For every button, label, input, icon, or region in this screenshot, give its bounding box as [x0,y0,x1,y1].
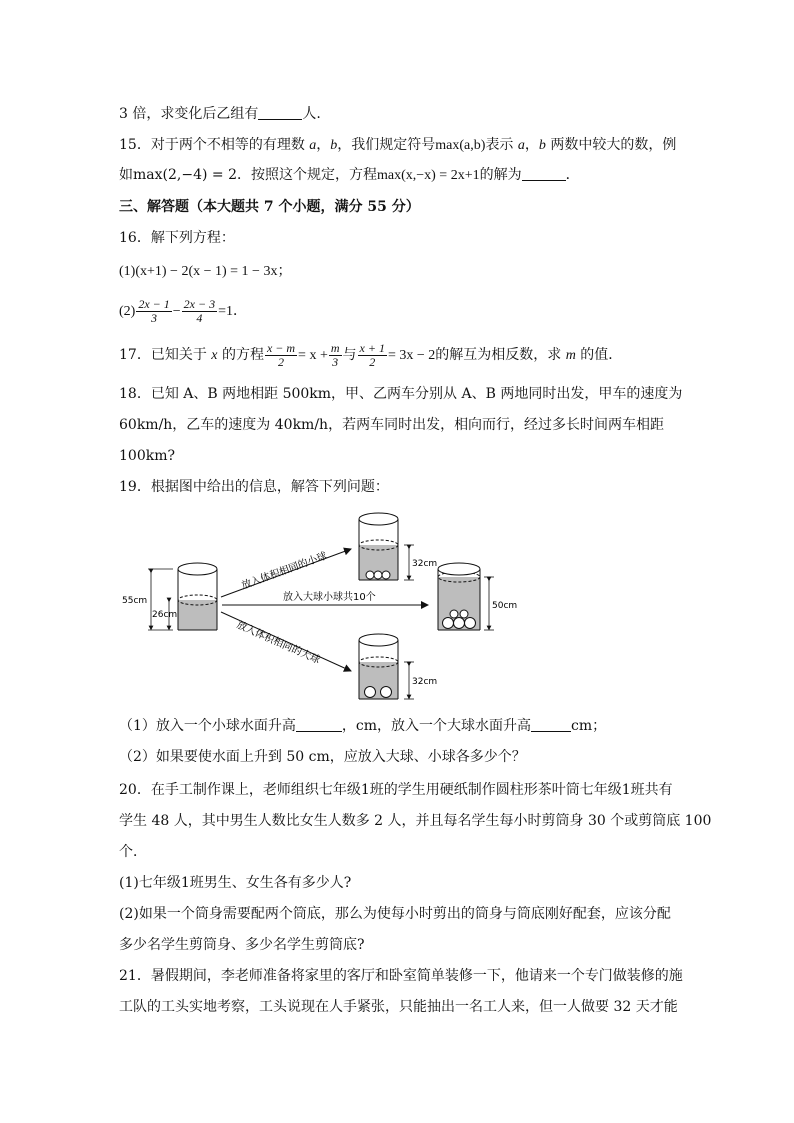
q20-line1: 20．在手工制作课上，老师组织七年级1班的学生用硬纸制作圆柱形茶叶筒七年级1班共有 [119,782,673,798]
arrow-label-ten: 放入大球小球共10个 [283,592,376,603]
q19-stem: 19．根据图中给出的信息，解答下列问题： [119,479,389,495]
fraction: $\frac{m}{3}$ [330,340,340,369]
answer-blank[interactable] [258,105,302,120]
q14-continuation: 3 倍，求变化后乙组有 人. [119,106,321,122]
left-dimensions [122,569,177,630]
q21-line1: 21．暑假期间，李老师准备将家里的客厅和卧室简单装修一下，他请来一个专门做装修的施 [119,968,683,984]
q16-part2: (2) $\frac{2x - 1}{3}$ − $\frac{2x - 3}{4}$ =1． [119,296,248,325]
q20-sub2-line1: (2)如果一个筒身需要配两个筒底，那么为使每小时剪出的筒身与筒底刚好配套，应该分配 [119,906,671,922]
q19-part1: （1）放入一个小球水面升高 ，cm，放入一个大球水面升高 cm； [119,718,607,734]
small-ball [374,571,382,579]
large-ball [381,687,392,698]
large-ball [454,618,465,629]
q20-sub2-line2: 多少名学生剪筒身、多少名学生剪筒底? [119,937,365,953]
right-height-label: 50cm [492,601,518,611]
small-ball [460,610,468,618]
fraction: $\frac{x + 1}{2}$ [359,340,385,369]
arrow-label-large: 放入体积相同的大球 [234,619,322,667]
total-height-label: 55cm [122,596,148,606]
left-cylinder [178,563,217,630]
small-ball [366,571,374,579]
small-ball [450,610,458,618]
q16-stem: 16．解下列方程： [119,230,235,246]
answer-blank[interactable] [296,717,342,732]
q20-line2: 学生 48 人，其中男生人数比女生人数多 2 人，并且每名学生每小时剪筒身 30 个或剪筒底 100 [119,813,712,829]
bottom-cylinder [359,634,437,699]
answer-blank[interactable] [531,717,571,732]
section-heading: 三、解答题（本大题共 7 个小题，满分 55 分） [119,199,420,215]
cylinder-diagram [118,505,698,717]
q15-line1: 15．对于两个不相等的有理数 a，b，我们规定符号max(a,b)表示 a，b 两数中较大的数，例 [119,137,677,153]
answer-blank[interactable] [522,166,566,181]
fraction: $\frac{2x - 1}{3}$ [138,296,170,325]
q17: 17．已知关于 x 的方程 $\frac{x - m}{2}$ = x + $\frac{m}{3}$ 与 $\frac{x + 1}{2}$ = 3x − 2的解互为相反数，求 m 的值． [119,340,623,369]
q16-part1: (1)(x+1) − 2(x − 1) = 1 − 3x； [119,264,292,279]
fraction: $\frac{2x - 3}{4}$ [183,296,216,325]
q20-line3: 个． [119,844,147,860]
large-ball [443,618,454,629]
fraction: $\frac{x - m}{2}$ [266,340,296,369]
top-cylinder [359,513,437,580]
q18-line1: 18．已知 A、B 两地相距 500km，甲、乙两车分别从 A、B 两地同时出发，甲车的速度为 [119,386,683,402]
water-height-label: 26cm [152,610,178,620]
large-ball [465,618,476,629]
small-ball [382,571,390,579]
top-height-label: 32cm [412,559,438,569]
q21-line2: 工队的工头实地考察，工头说现在人手紧张，只能抽出一名工人来，但一人做要 32 天才能 [119,999,678,1015]
q19-part2: （2）如果要使水面上升到 50 cm，应放入大球、小球各多少个？ [119,749,526,765]
q18-line2: 60km/h，乙车的速度为 40km/h，若两车同时出发，相向而行，经过多长时间两车相距 [119,417,665,433]
q18-line3: 100km? [119,448,175,464]
q15-line2: 如max(2,−4) = 2．按照这个规定，方程max(x,−x) = 2x+1的解为 ． [119,167,580,183]
right-cylinder [438,563,517,630]
arrow-label-small: 放入体积相同的小球 [240,550,329,592]
bottom-height-label: 32cm [412,677,438,687]
q20-sub1: (1)七年级1班男生、女生各有多少人? [119,875,352,891]
large-ball [365,687,376,698]
